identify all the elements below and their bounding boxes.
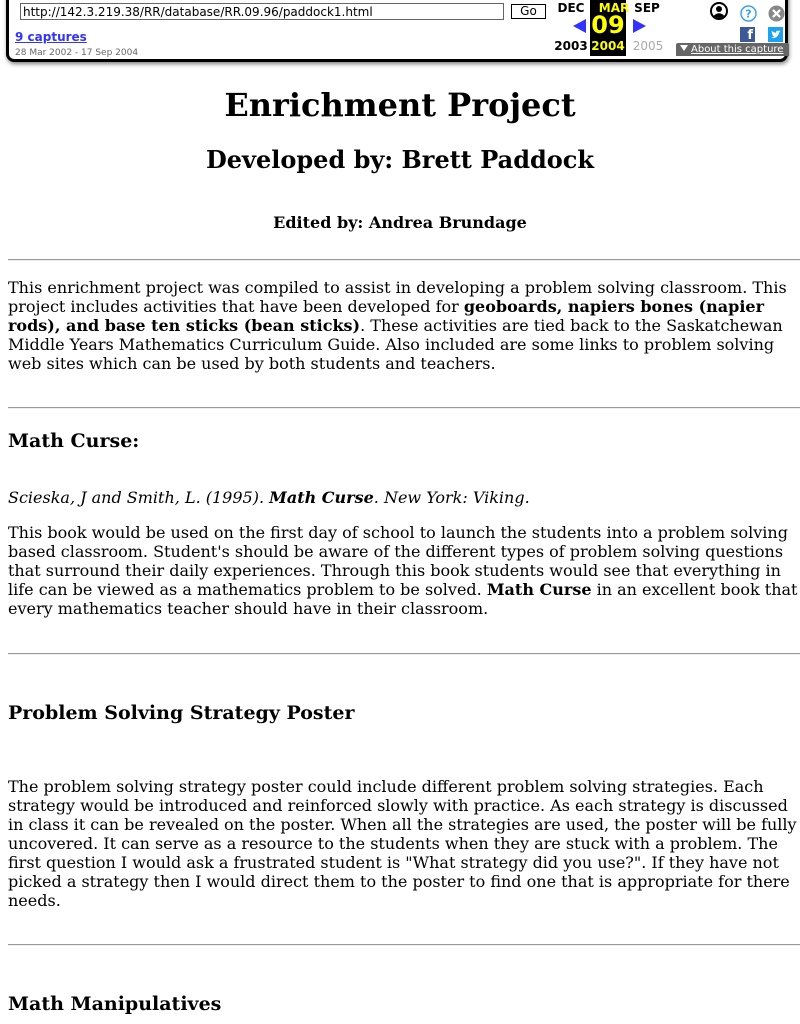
citation-book-title: Math Curse [269,488,374,507]
section-heading-math-curse: Math Curse: [8,430,140,452]
prev-month-link[interactable]: DEC [557,1,585,15]
svg-text:?: ? [745,7,752,21]
captures-link[interactable]: 9 captures [15,30,87,44]
current-month: MAR [598,1,630,15]
citation-publisher: . New York: Viking. [373,488,530,507]
next-capture-arrow-icon[interactable] [633,19,646,33]
user-icon[interactable] [710,2,728,20]
math-curse-text-cont: in an excellent book that every mathematics teacher should have in their classroom. [8,580,798,618]
current-year: 2004 [591,39,625,53]
close-icon[interactable] [768,5,785,22]
page-title: Enrichment Project [224,86,576,124]
book-citation [8,488,800,507]
about-capture-label: About this capture [691,44,784,55]
capture-date-range: 28 Mar 2002 - 17 Sep 2004 [15,48,139,58]
caret-down-icon [680,45,688,51]
strategy-poster-paragraph: The problem solving strategy poster could include different problem solving strategies. Each strategy would be introduced and reinforced slowly with practice. As each strategy is discussed in class it can be revealed on the poster. When all the strategies are used, the poster will be fully uncovered. It can serve as a resource to the students when they are stuck with a problem. The first question I would ask a frustrated student is "What strategy did you use?". If they have not picked a strategy then I would direct them to the poster to find one that is appropriate for there needs. [8,777,797,910]
divider [8,653,800,655]
divider [8,259,800,261]
math-curse-bold-title: Math Curse [486,580,592,599]
about-capture-button[interactable] [676,43,789,56]
intro-text: This enrichment project was compiled to assist in developing a problem solving classroom. This project includes activities that have been developed for [8,278,787,316]
current-day: 09 [591,11,625,39]
wayback-toolbar [6,0,788,62]
next-month-link[interactable]: SEP [634,1,660,15]
prev-year-link[interactable]: 2003 [554,39,588,53]
next-year: 2005 [632,39,664,53]
citation-authors: Scieska, J and Smith, L. (1995). [8,488,270,507]
developed-by-heading: Developed by: Brett Paddock [205,145,595,174]
facebook-icon[interactable]: f [740,27,755,42]
divider [8,944,800,946]
intro-text-cont: . These activities are tied back to the Saskatchewan Middle Years Mathematics Curriculum Guide. Also included are some links to problem solving web sites which can be used by both students and teachers. [8,316,783,373]
twitter-icon[interactable] [768,27,783,42]
help-icon[interactable] [740,5,757,22]
edited-by-heading: Edited by: Andrea Brundage [273,213,527,232]
math-curse-paragraph [8,523,800,618]
section-heading-strategy-poster: Problem Solving Strategy Poster [8,702,355,724]
intro-paragraph [8,278,800,373]
prev-capture-arrow-icon[interactable] [573,19,586,33]
divider [8,407,800,409]
section-heading-manipulatives: Math Manipulatives [8,993,222,1015]
go-button[interactable]: Go [511,4,546,19]
math-curse-text: This book would be used on the first day of school to launch the students into a problem solving based classroom. Student's should be aware of the different types of problem solving questions that surround their daily experiences. Through this book students would see that everything in life can be viewed as a mathematics problem to be solved. [8,523,788,599]
url-input[interactable] [20,3,504,20]
intro-manipulatives-list: geoboards, napiers bones (napier rods), and base ten sticks (bean sticks) [8,297,765,335]
